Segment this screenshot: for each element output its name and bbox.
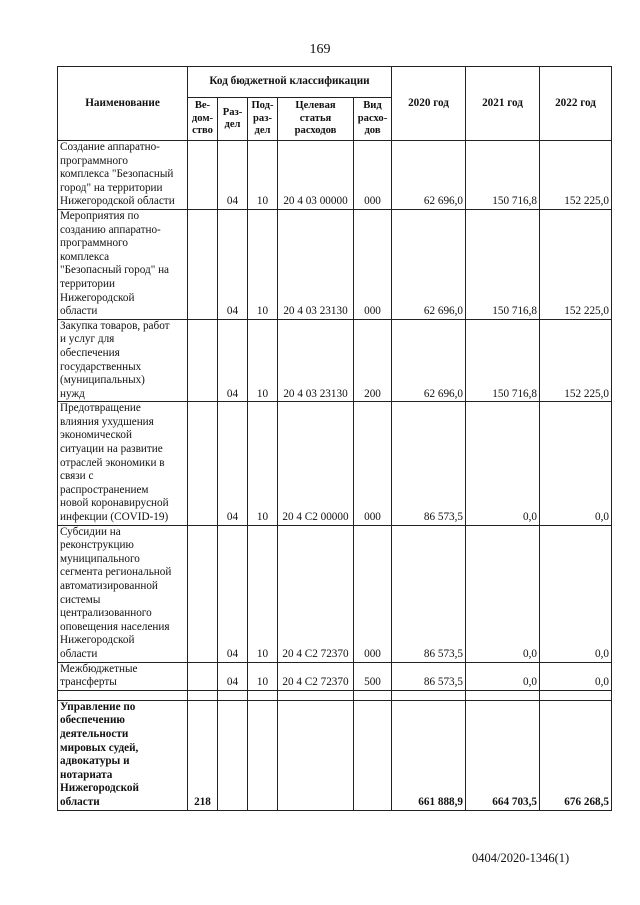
empty-cell <box>278 690 354 700</box>
empty-cell <box>540 690 612 700</box>
cell-vedomstvo <box>188 525 218 662</box>
cell-2021: 150 716,8 <box>466 141 540 210</box>
cell-razdel: 04 <box>218 662 248 690</box>
cell-vid-rashodov: 000 <box>354 141 392 210</box>
cell-2020: 86 573,5 <box>392 662 466 690</box>
text-line: влияния ухудшения <box>60 415 154 428</box>
text-line: статья <box>299 112 332 124</box>
text-line: области <box>60 795 100 808</box>
empty-cell <box>392 690 466 700</box>
cell-2022: 152 225,0 <box>540 209 612 319</box>
text-line: программного <box>60 237 128 250</box>
table-row <box>58 662 612 690</box>
cell-vid-rashodov: 500 <box>354 662 392 690</box>
cell-podrazdel <box>248 700 278 810</box>
header-vedomstvo <box>188 98 218 141</box>
header-razdel <box>218 98 248 141</box>
text-line: Управление по <box>60 700 136 713</box>
cell-2020: 86 573,5 <box>392 525 466 662</box>
cell-2021: 150 716,8 <box>466 319 540 402</box>
cell-2020: 62 696,0 <box>392 319 466 402</box>
text-line: Раз- <box>222 106 243 118</box>
text-line: Вид <box>363 100 382 112</box>
text-line: Нижегородской <box>60 634 135 647</box>
text-line: созданию аппаратно- <box>60 223 161 236</box>
text-line: Нижегородской <box>60 291 135 304</box>
cell-celevaya-statya: 20 4 03 23130 <box>278 319 354 402</box>
cell-podrazdel: 10 <box>248 209 278 319</box>
cell-2021: 664 703,5 <box>466 700 540 810</box>
cell-razdel <box>218 700 248 810</box>
text-line: связи с <box>60 470 94 483</box>
cell-vedomstvo <box>188 209 218 319</box>
empty-cell <box>466 690 540 700</box>
row-name <box>58 525 188 662</box>
text-line: территории <box>60 277 115 290</box>
row-name <box>58 662 188 690</box>
header-name: Наименование <box>58 67 188 141</box>
table-body <box>58 141 612 811</box>
document-code: 0404/2020-1346(1) <box>472 851 570 865</box>
text-line: инфекции (COVID-19) <box>60 511 169 524</box>
cell-celevaya-statya: 20 4 C2 72370 <box>278 525 354 662</box>
header-year-2021: 2021 год <box>466 67 540 141</box>
row-name <box>58 700 188 810</box>
table-row <box>58 141 612 210</box>
cell-celevaya-statya: 20 4 03 00000 <box>278 141 354 210</box>
text-line: Под- <box>251 100 274 112</box>
text-line: деятельности <box>60 727 129 740</box>
text-line: Межбюджетные <box>60 662 138 675</box>
cell-razdel: 04 <box>218 525 248 662</box>
text-line: дом- <box>191 112 214 124</box>
text-line: Закупка товаров, работ <box>60 319 170 332</box>
cell-2022: 0,0 <box>540 662 612 690</box>
cell-vid-rashodov <box>354 700 392 810</box>
text-line: распространением <box>60 483 149 496</box>
header-celevaya-statya <box>278 98 354 141</box>
cell-razdel: 04 <box>218 319 248 402</box>
cell-vedomstvo: 218 <box>188 700 218 810</box>
budget-table <box>57 66 612 811</box>
text-line: централизованного <box>60 607 152 620</box>
text-line: Создание аппаратно- <box>60 141 160 153</box>
cell-podrazdel: 10 <box>248 662 278 690</box>
page-number: 169 <box>309 42 331 57</box>
row-name <box>58 319 188 402</box>
text-line: нотариата <box>60 768 113 781</box>
cell-2020: 661 888,9 <box>392 700 466 810</box>
row-name <box>58 141 188 210</box>
text-line: экономической <box>60 429 132 442</box>
empty-cell <box>248 690 278 700</box>
empty-cell <box>58 690 188 700</box>
text-line: оповещения населения <box>60 620 170 633</box>
table-row <box>58 319 612 402</box>
empty-cell <box>218 690 248 700</box>
text-line: дел <box>224 119 241 130</box>
cell-2021: 150 716,8 <box>466 209 540 319</box>
text-line: дел <box>254 125 271 137</box>
header-code-group: Код бюджетной классификации <box>188 67 392 98</box>
text-line: трансферты <box>60 676 117 689</box>
cell-podrazdel: 10 <box>248 525 278 662</box>
text-line: мировых судей, <box>60 741 139 754</box>
row-name <box>58 209 188 319</box>
text-line: новой коронавирусной <box>60 497 169 510</box>
text-line: и услуг для <box>60 333 115 346</box>
header-vid-rashodov <box>354 98 392 141</box>
text-line: государственных <box>60 360 142 373</box>
row-name <box>58 402 188 525</box>
cell-2022: 0,0 <box>540 402 612 525</box>
cell-2022: 152 225,0 <box>540 319 612 402</box>
cell-razdel: 04 <box>218 209 248 319</box>
cell-2020: 62 696,0 <box>392 141 466 210</box>
text-line: обеспечения <box>60 346 120 359</box>
text-line: Нижегородской области <box>60 195 175 208</box>
cell-podrazdel: 10 <box>248 402 278 525</box>
header-podrazdel <box>248 98 278 141</box>
cell-2021: 0,0 <box>466 662 540 690</box>
cell-razdel: 04 <box>218 402 248 525</box>
text-line: программного <box>60 154 128 167</box>
table-row <box>58 525 612 662</box>
empty-cell <box>188 690 218 700</box>
cell-2022: 0,0 <box>540 525 612 662</box>
cell-2021: 0,0 <box>466 402 540 525</box>
text-line: город" на территории <box>60 181 163 194</box>
text-line: отраслей экономики в <box>60 456 165 469</box>
text-line: адвокатуры и <box>60 755 130 768</box>
text-line: расходов <box>294 125 337 137</box>
table-row <box>58 402 612 525</box>
text-line: обеспечению <box>60 714 125 727</box>
empty-cell <box>354 690 392 700</box>
text-line: комплекса "Безопасный <box>60 168 174 181</box>
cell-razdel: 04 <box>218 141 248 210</box>
table-row <box>58 700 612 810</box>
cell-2020: 62 696,0 <box>392 209 466 319</box>
cell-vedomstvo <box>188 319 218 402</box>
text-line: Предотвращение <box>60 402 141 415</box>
text-line: системы <box>60 593 101 606</box>
text-line: области <box>60 305 98 318</box>
text-line: расхо- <box>357 112 388 124</box>
text-line: ситуации на развитие <box>60 443 163 456</box>
text-line: реконструкцию <box>60 539 134 552</box>
text-line: раз- <box>253 112 272 124</box>
text-line: (муниципальных) <box>60 374 145 387</box>
cell-2021: 0,0 <box>466 525 540 662</box>
text-line: Мероприятия по <box>60 209 140 222</box>
cell-2022: 152 225,0 <box>540 141 612 210</box>
cell-vid-rashodov: 200 <box>354 319 392 402</box>
cell-vid-rashodov: 000 <box>354 402 392 525</box>
text-line: Целевая <box>295 100 336 112</box>
cell-vedomstvo <box>188 141 218 210</box>
cell-vedomstvo <box>188 402 218 525</box>
text-line: Субсидии на <box>60 525 121 538</box>
cell-celevaya-statya: 20 4 03 23130 <box>278 209 354 319</box>
cell-podrazdel: 10 <box>248 319 278 402</box>
text-line: автоматизированной <box>60 580 158 592</box>
cell-vid-rashodov: 000 <box>354 525 392 662</box>
header-year-2020: 2020 год <box>392 67 466 141</box>
text-line: комплекса <box>60 250 110 263</box>
cell-celevaya-statya: 20 4 C2 72370 <box>278 662 354 690</box>
cell-vid-rashodov: 000 <box>354 209 392 319</box>
text-line: сегмента региональной <box>60 566 172 579</box>
text-line: нужд <box>60 387 85 400</box>
cell-vedomstvo <box>188 662 218 690</box>
table-row <box>58 209 612 319</box>
cell-2020: 86 573,5 <box>392 402 466 525</box>
text-line: Ве- <box>194 100 211 112</box>
text-line: дов <box>364 125 381 137</box>
text-line: области <box>60 647 98 660</box>
text-line: Нижегородской <box>60 782 139 795</box>
table-separator-row <box>58 690 612 700</box>
cell-celevaya-statya: 20 4 C2 00000 <box>278 402 354 525</box>
cell-podrazdel: 10 <box>248 141 278 210</box>
cell-celevaya-statya <box>278 700 354 810</box>
text-line: муниципального <box>60 552 140 565</box>
cell-2022: 676 268,5 <box>540 700 612 810</box>
text-line: "Безопасный город" на <box>60 264 170 277</box>
header-year-2022: 2022 год <box>540 67 612 141</box>
text-line: ство <box>192 125 213 137</box>
